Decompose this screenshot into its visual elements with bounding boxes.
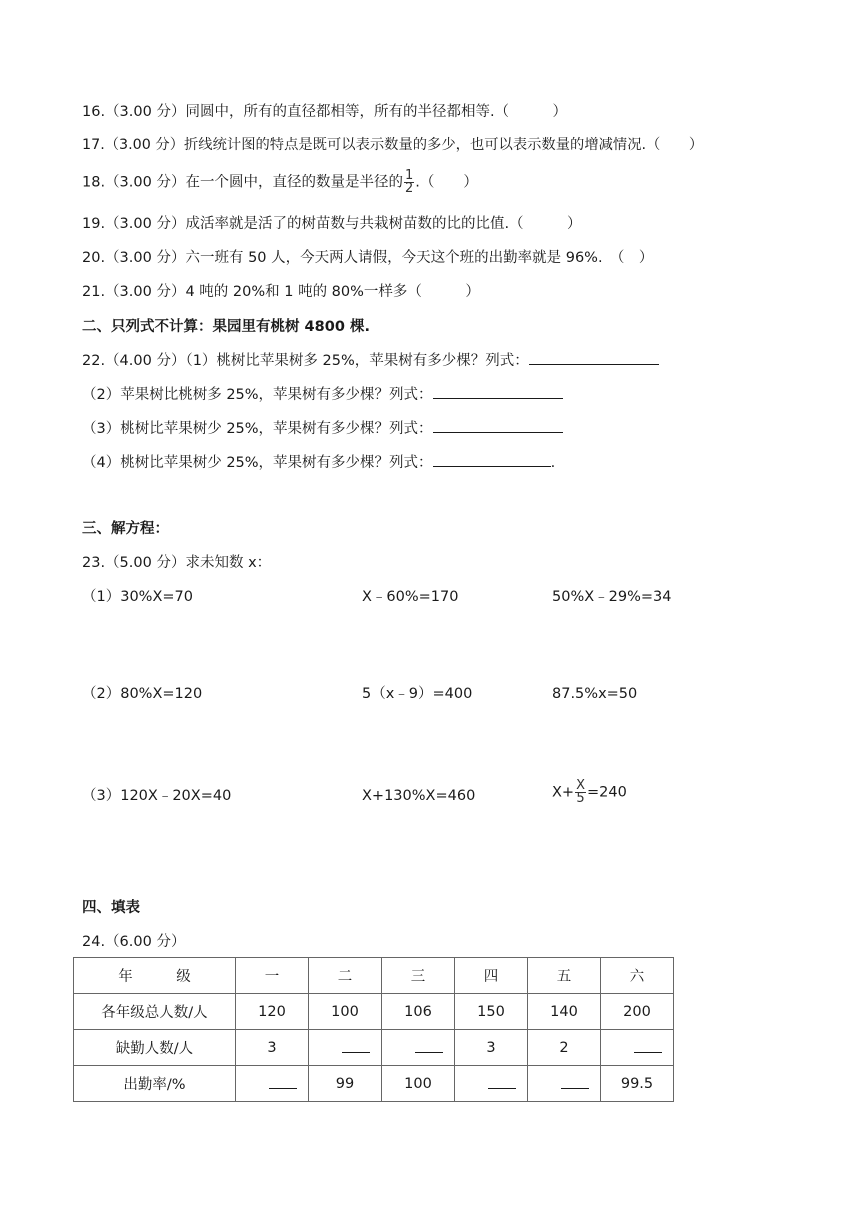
fraction-denominator: 2 [404,181,414,196]
table-row [74,994,674,1030]
question-18 [82,170,478,195]
table-cell: 140 [528,994,601,1030]
table-cell: 106 [382,994,455,1030]
table-cell: 2 [528,1030,601,1066]
table-header-cell: 二 [309,958,382,994]
question-20: 20.（3.00 分）六一班有 50 人，今天两人请假，今天这个班的出勤率就是 96%. （ ） [82,250,654,266]
section-3-heading: 三、解方程： [82,521,169,537]
table-cell: 150 [455,994,528,1030]
answer-blank[interactable] [433,418,563,433]
answer-blank[interactable] [529,350,659,365]
question-18-end: .（ ） [415,174,478,191]
table-cell: 200 [601,994,674,1030]
equation-3b: X+130%X=460 [362,788,476,804]
equation-3c [552,780,627,805]
question-22-part-3 [82,418,563,439]
fraction-one-half [404,170,414,195]
question-22-part-2-text: （2）苹果树比桃树多 25%，苹果树有多少棵？列式： [82,387,433,403]
question-23: 23.（5.00 分）求未知数 x： [82,555,272,571]
answer-blank[interactable] [433,384,563,399]
question-17: 17.（3.00 分）折线统计图的特点是既可以表示数量的多少，也可以表示数量的增减情况.（ ） [82,137,704,153]
section-2-heading: 二、只列式不计算：果园里有桃树 4800 棵. [82,319,370,335]
table-cell: 100 [382,1066,455,1102]
attendance-table [73,957,674,1102]
table-header-cell: 年 级 [74,958,236,994]
table-row [74,1030,674,1066]
fraction-numerator: 1 [404,168,414,183]
table-cell-blank[interactable] [528,1066,601,1102]
equation-3c-start: X+ [552,784,575,801]
equation-3c-end: =240 [587,784,627,801]
table-cell: 出勤率/% [74,1066,236,1102]
table-header-cell: 一 [236,958,309,994]
table-row [74,1066,674,1102]
table-cell-blank[interactable] [309,1030,382,1066]
table-cell-blank[interactable] [382,1030,455,1066]
equation-2b: 5（x﹣9）=400 [362,686,473,702]
equation-3a: （3）120X﹣20X=40 [82,788,232,804]
question-19: 19.（3.00 分）成活率就是活了的树苗数与共栽树苗数的比的比值.（ ） [82,216,582,232]
question-18-text: 18.（3.00 分）在一个圆中，直径的数量是半径的 [82,174,403,191]
table-cell: 100 [309,994,382,1030]
table-cell: 99 [309,1066,382,1102]
question-22-part-3-text: （3）桃树比苹果树少 25%，苹果树有多少棵？列式： [82,421,433,437]
table-header-cell: 三 [382,958,455,994]
table-header-cell: 六 [601,958,674,994]
table-cell: 99.5 [601,1066,674,1102]
period: . [550,455,556,471]
question-22-part-1-text: 22.（4.00 分）（1）桃树比苹果树多 25%，苹果树有多少棵？列式： [82,353,529,369]
fraction-numerator: X [576,778,585,793]
fraction-denominator: 5 [576,791,585,806]
table-cell: 3 [236,1030,309,1066]
answer-blank[interactable] [433,452,551,467]
table-header-cell: 五 [528,958,601,994]
question-24: 24.（6.00 分） [82,934,186,950]
question-22-part-2 [82,384,563,405]
table-cell: 缺勤人数/人 [74,1030,236,1066]
equation-2a: （2）80%X=120 [82,686,203,702]
question-22-part-4 [82,452,555,473]
question-22-part-4-text: （4）桃树比苹果树少 25%，苹果树有多少棵？列式： [82,455,433,471]
equation-2c: 87.5%x=50 [552,686,638,702]
table-cell: 3 [455,1030,528,1066]
table-cell-blank[interactable] [601,1030,674,1066]
table-cell-blank[interactable] [236,1066,309,1102]
equation-1c: 50%X﹣29%=34 [552,589,672,605]
question-21: 21.（3.00 分）4 吨的 20%和 1 吨的 80%一样多（ ） [82,284,480,300]
table-header-row [74,958,674,994]
question-16: 16.（3.00 分）同圆中，所有的直径都相等，所有的半径都相等.（ ） [82,104,568,120]
table-cell-blank[interactable] [455,1066,528,1102]
equation-1a: （1）30%X=70 [82,589,193,605]
fraction-x-over-5 [575,780,586,805]
section-4-heading: 四、填表 [82,900,140,916]
table-cell: 各年级总人数/人 [74,994,236,1030]
table-header-cell: 四 [455,958,528,994]
equation-1b: X﹣60%=170 [362,589,459,605]
table-cell: 120 [236,994,309,1030]
question-22-part-1 [82,350,659,371]
